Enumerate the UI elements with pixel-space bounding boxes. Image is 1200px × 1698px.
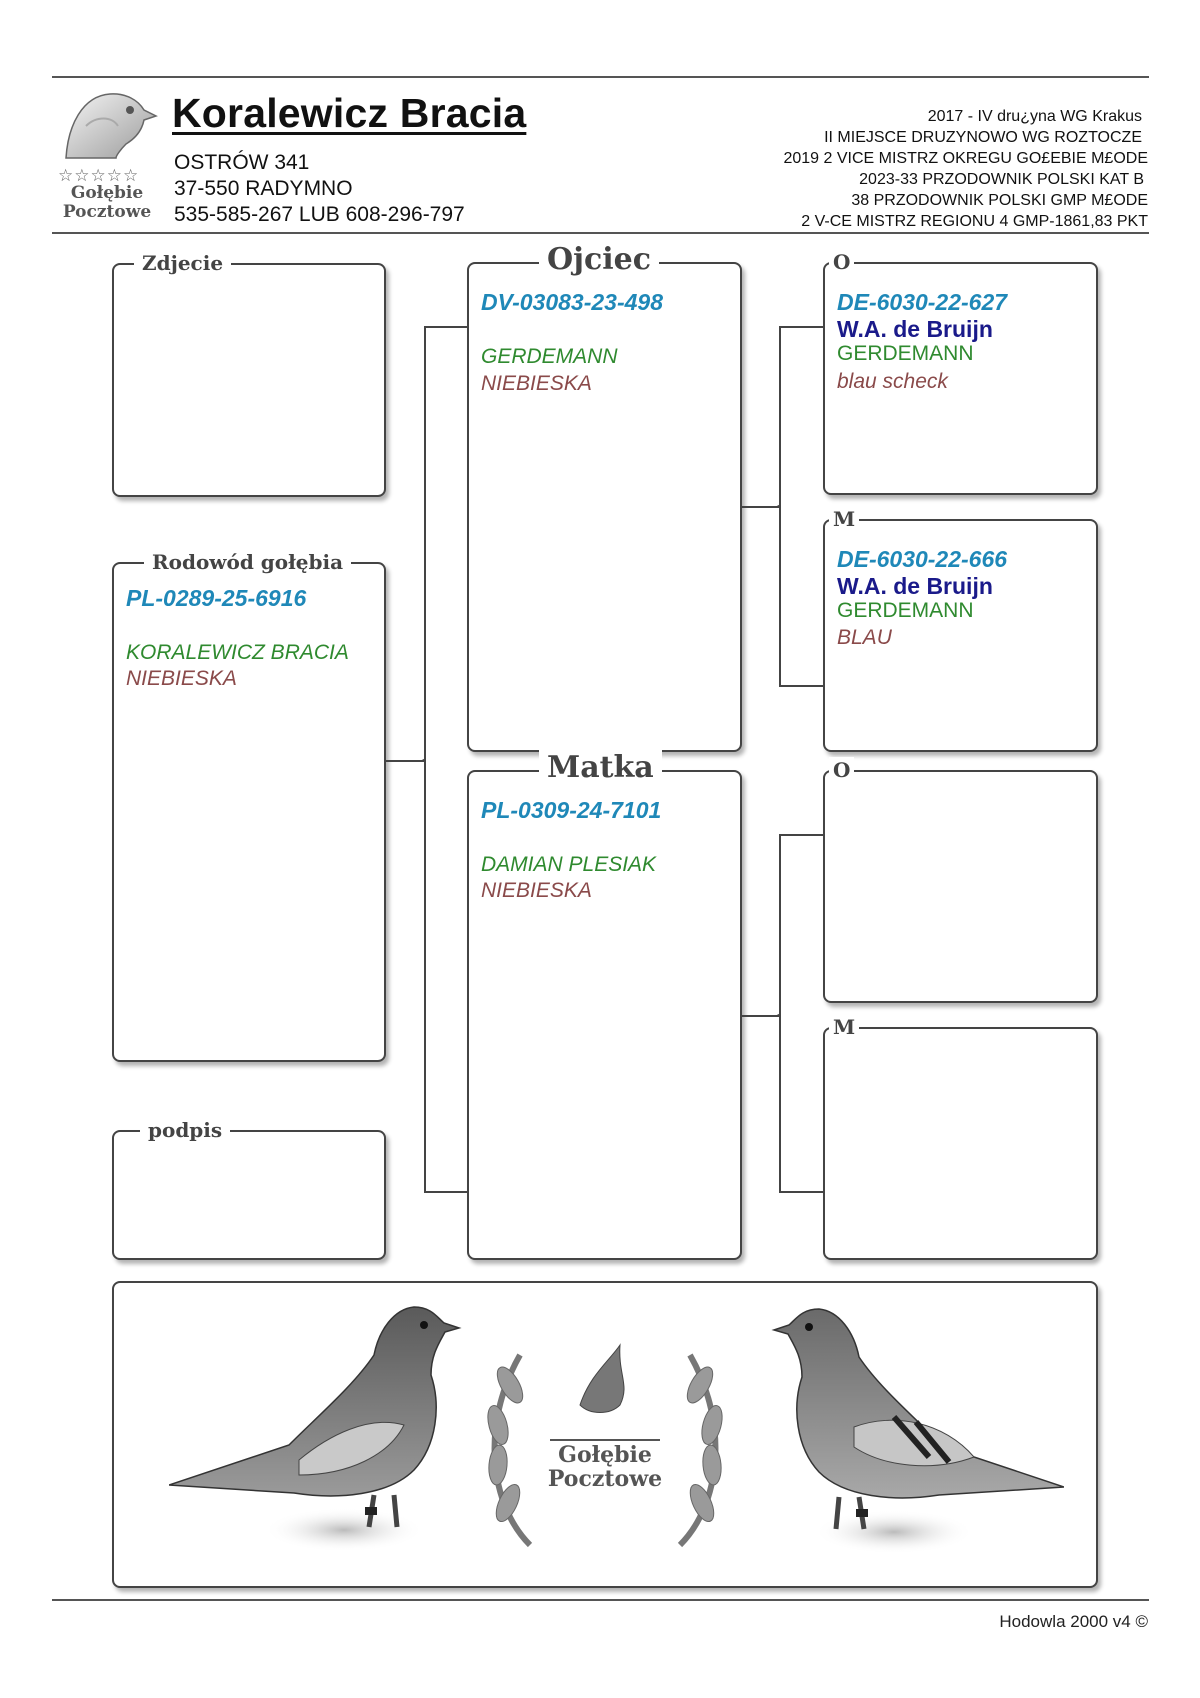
subject-ring-number: PL-0289-25-6916 <box>126 585 307 611</box>
footer-rule <box>52 1599 1149 1601</box>
stars-icon: ☆☆☆☆☆ <box>58 166 140 185</box>
father-father-color: blau scheck <box>837 370 948 393</box>
subject-color: NIEBIESKA <box>126 667 237 690</box>
mother-mother-box <box>823 1015 1098 1260</box>
father-box <box>467 242 742 752</box>
connector-line <box>740 506 780 508</box>
father-ring-number: DV-03083-23-498 <box>481 289 663 315</box>
father-mother-owner: GERDEMANN <box>837 599 974 622</box>
connector-line <box>779 685 823 687</box>
laurel-emblem-icon <box>470 1305 740 1575</box>
father-color: NIEBIESKA <box>481 372 592 395</box>
mother-father-title: O <box>829 757 854 783</box>
banner-box <box>112 1281 1098 1588</box>
subject-owner: KORALEWICZ BRACIA <box>126 641 349 664</box>
logo-text-line2: Pocztowe <box>62 202 152 222</box>
father-mother-color: BLAU <box>837 626 892 649</box>
mother-owner: DAMIAN PLESIAK <box>481 853 657 876</box>
footer-text: Hodowla 2000 v4 © <box>999 1612 1148 1631</box>
achievement-item: 2019 2 VICE MISTRZ OKREGU GO£EBIE M£ODE <box>783 150 1148 167</box>
subject-box <box>112 550 386 1062</box>
father-box-title: Ojciec <box>539 242 659 278</box>
achievement-item: 38 PRZODOWNIK POLSKI GMP M£ODE <box>851 192 1148 209</box>
photo-box-title: Zdjecie <box>134 250 231 276</box>
achievement-item: 2017 - IV dru¿yna WG Krakus <box>927 108 1142 125</box>
mother-color: NIEBIESKA <box>481 879 592 902</box>
signature-box-title: podpis <box>140 1117 230 1143</box>
achievement-item: 2023-33 PRZODOWNIK POLSKI KAT B <box>859 171 1144 188</box>
phone: 535-585-267 LUB 608-296-797 <box>174 203 465 226</box>
emblem-text-line1: Gołębie <box>558 1442 652 1468</box>
father-father-breeder: W.A. de Bruijn <box>837 316 993 342</box>
mother-father-box <box>823 758 1098 1003</box>
mother-box-title: Matka <box>539 750 662 786</box>
connector-arrow-icon: ◂ <box>421 755 427 766</box>
connector-line <box>424 1191 467 1193</box>
achievements-list <box>783 106 1148 232</box>
father-father-ring-number: DE-6030-22-627 <box>837 289 1008 315</box>
connector-line <box>384 760 425 762</box>
father-father-owner: GERDEMANN <box>837 342 974 365</box>
header-bottom-rule <box>52 232 1149 234</box>
father-owner: GERDEMANN <box>481 345 618 368</box>
father-mother-title: M <box>829 506 859 532</box>
father-father-box <box>823 250 1098 495</box>
connector-line <box>779 834 823 836</box>
connector-arrow-icon: ◂ <box>776 1010 782 1021</box>
connector-line <box>779 1191 823 1193</box>
father-mother-breeder: W.A. de Bruijn <box>837 573 993 599</box>
connector-line <box>424 326 467 328</box>
achievement-item: II MIEJSCE DRUZYNOWO WG ROZTOCZE <box>824 129 1142 146</box>
header-top-rule <box>52 76 1149 78</box>
mother-ring-number: PL-0309-24-7101 <box>481 797 662 823</box>
pigeon-right-icon <box>744 1297 1064 1567</box>
emblem-text-line2: Pocztowe <box>547 1466 663 1492</box>
father-mother-box <box>823 507 1098 752</box>
mother-box <box>467 750 742 1260</box>
address-line2: 37-550 RADYMNO <box>174 177 353 200</box>
logo-text-line1: Gołębie <box>70 183 144 203</box>
connector-arrow-icon: ◂ <box>776 501 782 512</box>
subject-box-title: Rodowód gołębia <box>144 549 351 575</box>
photo-box[interactable] <box>112 251 386 497</box>
connector-line <box>779 326 823 328</box>
achievement-item: 2 V-CE MISTRZ REGIONU 4 GMP-1861,83 PKT <box>801 213 1148 230</box>
signature-box[interactable] <box>112 1118 386 1260</box>
breeder-name: Koralewicz Bracia <box>172 90 527 136</box>
logo <box>56 86 158 226</box>
father-father-title: O <box>829 249 854 275</box>
father-mother-ring-number: DE-6030-22-666 <box>837 546 1008 572</box>
mother-mother-title: M <box>829 1014 859 1040</box>
connector-line <box>740 1015 780 1017</box>
address-line1: OSTRÓW 341 <box>174 151 310 174</box>
pigeon-left-icon <box>169 1295 489 1565</box>
